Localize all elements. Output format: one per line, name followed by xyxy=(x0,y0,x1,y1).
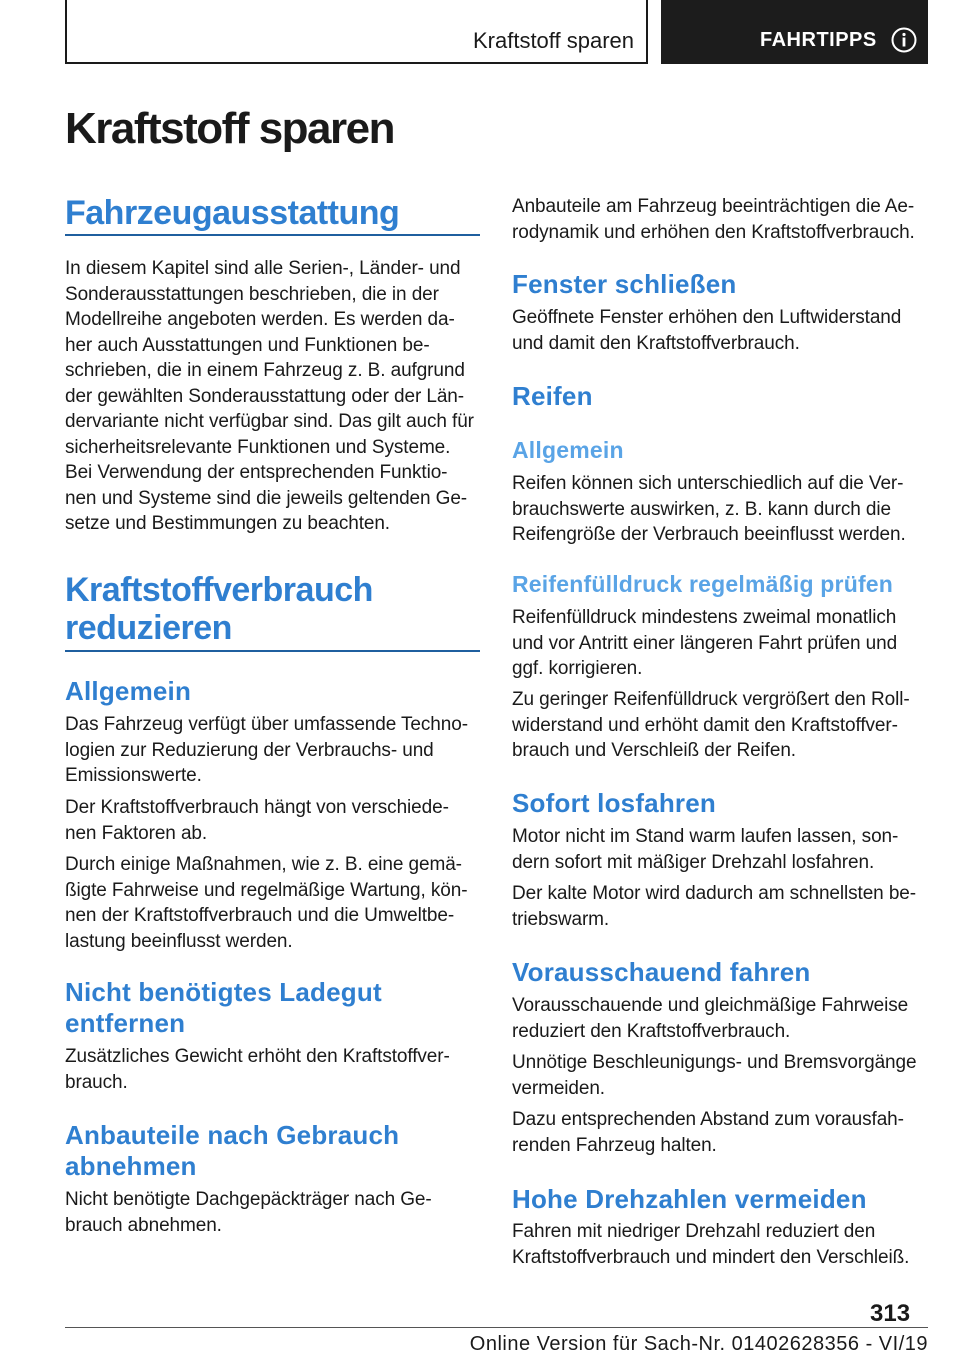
header-chapter-label: FAHRTIPPS xyxy=(760,29,877,51)
heading-fahrzeugausstattung: Fahrzeugausstattung xyxy=(65,194,400,232)
paragraph-allgemein-2: Der Kraftstoffverbrauch hängt von verschiede‐ nen Faktoren ab. xyxy=(65,797,449,844)
paragraph-allgemein-1: Das Fahrzeug verfügt über umfassende Techno‐ logien zur Reduzierung der Verbrauchs- und Emissionswerte. xyxy=(65,714,468,786)
page-title: Kraftstoff sparen xyxy=(65,104,394,153)
paragraph-losfahren-2: Der kalte Motor wird dadurch am schnellsten be‐ triebswarm. xyxy=(512,883,916,930)
heading-reifendruck: Reifenfülldruck regelmäßig prüfen xyxy=(512,571,894,597)
heading-vorausschauend: Vorausschauend fahren xyxy=(512,957,811,987)
paragraph-ladegut: Zusätzliches Gewicht erhöht den Kraftstoffver‐ brauch. xyxy=(65,1046,450,1093)
heading-anbauteile-2: abnehmen xyxy=(65,1151,197,1181)
heading-fenster: Fenster schließen xyxy=(512,269,737,299)
heading-losfahren: Sofort losfahren xyxy=(512,788,716,818)
paragraph-vorausschauend-2: Unnötige Beschleunigungs- und Bremsvorgänge vermeiden. xyxy=(512,1052,917,1099)
paragraph-reifendruck-2: Zu geringer Reifenfülldruck vergrößert den Roll‐ widerstand und erhöht damit den Kraftstoffver‐ brauch und Verschleiß der Reifen. xyxy=(512,689,910,761)
online-version-note: Online Version für Sach-Nr. 01402628356 - VI/19 xyxy=(469,1333,928,1355)
heading-reifen-allgemein: Allgemein xyxy=(512,437,624,463)
header-section-box xyxy=(65,0,648,64)
heading-ladegut-1: Nicht benötigtes Ladegut xyxy=(65,977,382,1007)
heading-allgemein: Allgemein xyxy=(65,676,192,706)
heading-rule xyxy=(65,650,480,652)
paragraph-anbauteile: Nicht benötigte Dachgepäckträger nach Ge‐ brauch abnehmen. xyxy=(65,1189,432,1236)
heading-drehzahl: Hohe Drehzahlen vermeiden xyxy=(512,1184,867,1214)
paragraph-reifen-allgemein: Reifen können sich unterschiedlich auf die Ver‐ brauchswerte auswirken, z. B. kann durch die Reifengröße der Verbrauch beeinflusst werden. xyxy=(512,473,906,545)
heading-anbauteile-1: Anbauteile nach Gebrauch xyxy=(65,1120,400,1150)
info-icon[interactable] xyxy=(891,27,917,53)
paragraph-vorausschauend-3: Dazu entsprechenden Abstand zum vorausfah‐ renden Fahrzeug halten. xyxy=(512,1109,904,1156)
heading-reifen: Reifen xyxy=(512,381,593,411)
paragraph-allgemein-3: Durch einige Maßnahmen, wie z. B. eine gemä‐ ßigte Fahrweise und regelmäßige Wartung, kön‐ nen der Kraftstoffverbrauch und die Umweltbe‐ lastung beeinflusst werden. xyxy=(65,854,468,952)
heading-rule xyxy=(65,234,480,236)
page-number: 313 xyxy=(870,1300,911,1327)
header-chapter-tab[interactable] xyxy=(661,0,928,64)
paragraph-reifendruck-1: Reifenfülldruck mindestens zweimal monatlich und vor Antritt einer längeren Fahrt prüfen und ggf. korrigieren. xyxy=(512,607,898,679)
page-header xyxy=(65,0,928,64)
footer-rule xyxy=(65,1327,928,1328)
heading-kraftstoffverbrauch-1: Kraftstoffverbrauch xyxy=(65,571,373,609)
paragraph-ausstattung: In diesem Kapitel sind alle Serien-, Länder- und Sonderausstattungen beschrieben, die in der Modellreihe angeboten werden. Es werden da‐ her auch Ausstattungen und Funktionen be‐ schrieben, die in einem Fahrzeug z. B. aufgrund der gewählten Sonderausstattung oder der Län‐ dervariante nicht verfügbar sind. Das gilt auch für sicherheitsrelevante Funktionen und Systeme. Bei Verwendung der entsprechenden Funktio‐ nen und Systeme sind die jeweils geltenden Ge‐ setze und Bestimmungen zu beachten. xyxy=(65,258,474,534)
paragraph-fenster: Geöffnete Fenster erhöhen den Luftwiderstand und damit den Kraftstoffverbrauch. xyxy=(512,307,902,354)
paragraph-vorausschauend-1: Vorausschauende und gleichmäßige Fahrweise reduziert den Kraftstoffverbrauch. xyxy=(512,995,909,1042)
paragraph-anbauteile-2: Anbauteile am Fahrzeug beeinträchtigen die Ae‐ rodynamik und erhöhen den Kraftstoffverbrauch. xyxy=(512,196,915,243)
heading-ladegut-2: entfernen xyxy=(65,1008,186,1038)
header-section-title: Kraftstoff sparen xyxy=(472,28,634,53)
paragraph-drehzahl: Fahren mit niedriger Drehzahl reduziert den Kraftstoffverbrauch und mindert den Verschleiß. xyxy=(512,1221,910,1268)
paragraph-losfahren-1: Motor nicht im Stand warm laufen lassen, son‐ dern sofort mit mäßiger Drehzahl losfahren. xyxy=(512,826,899,873)
heading-kraftstoffverbrauch-2: reduzieren xyxy=(65,609,232,647)
